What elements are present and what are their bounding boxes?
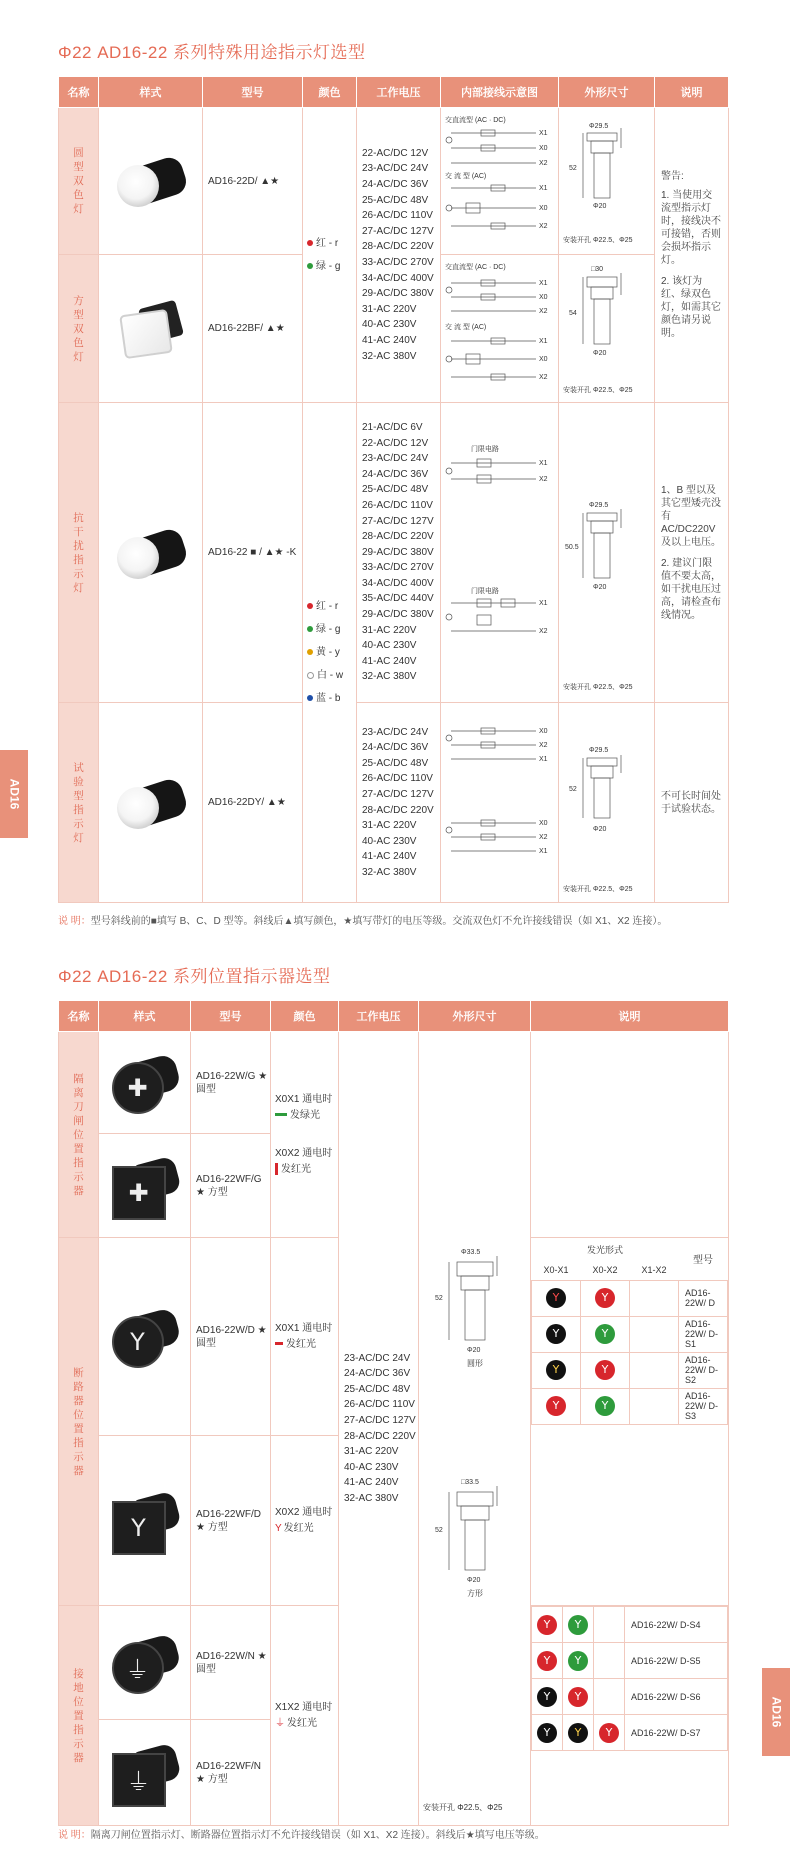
light-model-header: 型号 xyxy=(693,1255,713,1267)
svg-text:Φ33.5: Φ33.5 xyxy=(461,1249,481,1256)
svg-text:50.5: 50.5 xyxy=(565,544,579,551)
light-model-2: AD16-22W/ D-S2 xyxy=(679,1352,728,1388)
note-test: 不可长时间处于试验状态。 xyxy=(655,703,729,903)
light-form-table-2: Y Y AD16-22W/ D-S4 Y Y AD16-22W/ D-S5 Y Y AD16-22W/ D-S6 Y Y Y AD16-22W/ D-S7 xyxy=(531,1606,729,1826)
light-model-3: AD16-22W/ D-S3 xyxy=(679,1388,728,1424)
dimension-round-dual xyxy=(559,108,655,255)
color-list-dual: 红 - r 绿 - g xyxy=(303,108,357,403)
svg-text:X0: X0 xyxy=(539,294,548,301)
color-breaker-2: X0X2 通电时 Y 发红光 xyxy=(271,1436,339,1606)
dim-square-label: 方形 xyxy=(467,1589,483,1598)
voltage-list-test: 23-AC/DC 24V 24-AC/DC 36V 25-AC/DC 48V 26-AC/DC 110V 27-AC/DC 127V 28-AC/DC 220V 31-AC 220V 40-AC 230V 41-AC 240V 32-AC 380V xyxy=(357,703,441,903)
light-form-table: 发光形式 型号 X0-X1 X0-X2 X1-X2 Y Y AD16-22W/ D Y Y AD16-22W/ D-S1 Y Y AD16-22W/ D-S2 Y Y AD16-22W/ D-S3 xyxy=(531,1238,729,1606)
svg-text:X1: X1 xyxy=(539,130,548,137)
section1-title: Φ22 AD16-22 系列特殊用途指示灯选型 xyxy=(58,43,366,62)
cross-icon: ✚ xyxy=(112,1062,164,1114)
svg-text:Φ20: Φ20 xyxy=(593,826,607,833)
dimension-anti xyxy=(559,403,655,703)
ground-icon: ⏚ xyxy=(112,1753,166,1807)
dim-round-label: 圆形 xyxy=(467,1359,483,1368)
svg-text:□33.5: □33.5 xyxy=(461,1479,479,1486)
pos-header-voltage: 工作电压 xyxy=(339,1001,419,1032)
svg-text:Φ20: Φ20 xyxy=(467,1347,481,1354)
model-square-dual: AD16-22BF/ ▲★ xyxy=(203,255,303,403)
svg-text:Φ20: Φ20 xyxy=(467,1577,481,1584)
row-name-anti-interference: 抗干扰指示灯 xyxy=(59,403,99,703)
model-test: AD16-22DY/ ▲★ xyxy=(203,703,303,903)
breaker-y-icon: Y xyxy=(112,1316,164,1368)
color-list-full: 红 - r 绿 - g 黄 - y 白 - w 蓝 - b xyxy=(303,403,357,903)
svg-text:X2: X2 xyxy=(539,628,548,635)
side-tab-left: AD16 xyxy=(0,750,28,838)
col-header-dimension: 外形尺寸 xyxy=(559,77,655,108)
col-header-color: 颜色 xyxy=(303,77,357,108)
svg-text:门限电路: 门限电路 xyxy=(471,588,499,595)
note-dual-warning: 警告: 1. 当使用交流型指示灯时，接线决不可接错，否则会损坏指示灯。 2. 该灯为红、绿双色灯，如需其它颜色请另说明。 xyxy=(655,108,729,403)
svg-text:Φ20: Φ20 xyxy=(593,203,607,210)
light-form-header: 发光形式 xyxy=(586,1244,623,1255)
svg-text:X1: X1 xyxy=(539,338,548,345)
group-name-isolator: 隔离刀闸位置指示器 xyxy=(59,1032,99,1238)
color-isolator: X0X1 通电时 发绿光 X0X2 通电时 发红光 xyxy=(271,1032,339,1238)
svg-text:X2: X2 xyxy=(539,160,548,167)
wiring-diagram-test xyxy=(441,703,559,903)
svg-text:X2: X2 xyxy=(539,476,548,483)
svg-text:X0: X0 xyxy=(539,820,548,827)
svg-text:Φ29.5: Φ29.5 xyxy=(589,123,609,130)
svg-text:52: 52 xyxy=(569,165,577,172)
col-header-name: 名称 xyxy=(59,77,99,108)
light-model-1: AD16-22W/ D-S1 xyxy=(679,1316,728,1352)
svg-text:X1: X1 xyxy=(539,600,548,607)
section2-footnote: 说 明：隔离刀闸位置指示灯、断路器位置指示灯不允许接线错误（如 X1、X2 连接）。斜线后★填写电压等级。 xyxy=(58,1830,545,1841)
dimension-square-dual xyxy=(559,255,655,403)
sample-anti-interference xyxy=(99,403,203,703)
col-header-style: 样式 xyxy=(99,77,203,108)
position-indicator-table xyxy=(58,1000,729,1826)
svg-text:X2: X2 xyxy=(539,374,548,381)
model-anti-interference: AD16-22 ■ / ▲★ -K xyxy=(203,403,303,703)
model-breaker-round: AD16-22W/D ★ 圆型 xyxy=(191,1238,271,1436)
wiring-diagram-square xyxy=(441,255,559,403)
svg-text:X1: X1 xyxy=(539,756,548,763)
breaker-y-icon: Y xyxy=(112,1501,166,1555)
svg-text:Φ29.5: Φ29.5 xyxy=(589,747,609,754)
col-header-wiring: 内部接线示意图 xyxy=(441,77,559,108)
row-name-square-dual: 方型双色灯 xyxy=(59,255,99,403)
svg-text:X1: X1 xyxy=(539,185,548,192)
col-header-note: 说明 xyxy=(655,77,729,108)
sample-breaker-square xyxy=(99,1436,191,1606)
dimension-position xyxy=(419,1032,531,1826)
sample-round-dual xyxy=(99,108,203,255)
svg-text:X0: X0 xyxy=(539,205,548,212)
svg-text:X2: X2 xyxy=(539,223,548,230)
group-name-breaker: 断路器位置指示器 xyxy=(59,1238,99,1606)
svg-text:Φ20: Φ20 xyxy=(593,350,607,357)
light-model-7: AD16-22W/ D-S7 xyxy=(625,1715,728,1751)
svg-text:交直流型 (AC · DC): 交直流型 (AC · DC) xyxy=(445,264,506,271)
light-model-0: AD16-22W/ D xyxy=(679,1280,728,1316)
sample-breaker-round xyxy=(99,1238,191,1436)
note-anti: 1、B 型以及其它型矮壳没有 AC/DC220V 及以上电压。 2. 建议门限值不要太高，如干扰电压过高，请检查布线情况。 xyxy=(655,403,729,703)
model-ground-square: AD16-22WF/N ★ 方型 xyxy=(191,1720,271,1826)
dimension-test xyxy=(559,703,655,903)
light-model-4: AD16-22W/ D-S4 xyxy=(625,1607,728,1643)
model-isolator-round: AD16-22W/G ★ 圆型 xyxy=(191,1032,271,1134)
sample-isolator-round xyxy=(99,1032,191,1134)
cross-icon: ✚ xyxy=(112,1166,166,1220)
note-empty-1 xyxy=(531,1032,729,1238)
model-ground-round: AD16-22W/N ★ 圆型 xyxy=(191,1606,271,1720)
install-hole-1: 安装开孔 Φ22.5、Φ25 xyxy=(563,237,633,244)
diag-label-ac: 交 流 型 (AC) xyxy=(445,173,487,180)
light-model-6: AD16-22W/ D-S6 xyxy=(625,1679,728,1715)
pos-header-dimension: 外形尺寸 xyxy=(419,1001,531,1032)
svg-text:Φ20: Φ20 xyxy=(593,584,607,591)
svg-text:54: 54 xyxy=(569,310,577,317)
section2-title: Φ22 AD16-22 系列位置指示器选型 xyxy=(58,967,331,986)
svg-text:□30: □30 xyxy=(591,266,604,273)
side-tab-right: AD16 xyxy=(762,1668,790,1756)
col-header-model: 型号 xyxy=(203,77,303,108)
light-model-5: AD16-22W/ D-S5 xyxy=(625,1643,728,1679)
sample-ground-round xyxy=(99,1606,191,1720)
svg-text:交 流 型 (AC): 交 流 型 (AC) xyxy=(445,324,487,331)
col-header-voltage: 工作电压 xyxy=(357,77,441,108)
wiring-diagram-anti xyxy=(441,403,559,703)
color-ground: X1X2 通电时 ⏚ 发红光 xyxy=(271,1606,339,1826)
voltage-list-position: 23-AC/DC 24V 24-AC/DC 36V 25-AC/DC 48V 26-AC/DC 110V 27-AC/DC 127V 28-AC/DC 220V 31-AC 220V 40-AC 230V 41-AC 240V 32-AC 380V xyxy=(339,1032,419,1826)
row-name-test: 试验型指示灯 xyxy=(59,703,99,903)
pos-header-style: 样式 xyxy=(99,1001,191,1032)
svg-text:X0: X0 xyxy=(539,728,548,735)
svg-text:X1: X1 xyxy=(539,280,548,287)
svg-text:X0: X0 xyxy=(539,145,548,152)
color-breaker-1: X0X1 通电时 发红光 xyxy=(271,1238,339,1436)
pos-header-note: 说明 xyxy=(531,1001,729,1032)
sample-isolator-square xyxy=(99,1134,191,1238)
install-hole-4: 安装开孔 Φ22.5、Φ25 xyxy=(563,886,633,893)
svg-text:52: 52 xyxy=(569,786,577,793)
svg-text:X0: X0 xyxy=(539,356,548,363)
voltage-list-dual: 22-AC/DC 12V 23-AC/DC 24V 24-AC/DC 36V 25-AC/DC 48V 26-AC/DC 110V 27-AC/DC 127V 28-AC/DC 220V 33-AC/DC 270V 34-AC/DC 400V 29-AC/DC 380V 31-AC 220V 40-AC 230V 41-AC 240V 32-AC 380V xyxy=(357,108,441,403)
svg-text:X2: X2 xyxy=(539,308,548,315)
svg-text:Φ29.5: Φ29.5 xyxy=(589,502,609,509)
sample-test xyxy=(99,703,203,903)
install-hole-2: 安装开孔 Φ22.5、Φ25 xyxy=(563,387,633,394)
svg-text:X2: X2 xyxy=(539,834,548,841)
svg-text:52: 52 xyxy=(435,1295,443,1302)
pos-header-color: 颜色 xyxy=(271,1001,339,1032)
svg-text:门限电路: 门限电路 xyxy=(471,446,499,453)
row-name-round-dual: 圆型双色灯 xyxy=(59,108,99,255)
pos-header-name: 名称 xyxy=(59,1001,99,1032)
pos-header-model: 型号 xyxy=(191,1001,271,1032)
wiring-diagram-round xyxy=(441,108,559,255)
sample-ground-square xyxy=(99,1720,191,1826)
model-isolator-square: AD16-22WF/G ★ 方型 xyxy=(191,1134,271,1238)
diag-label-acdc: 交直流型 (AC · DC) xyxy=(445,117,506,124)
sample-square-dual xyxy=(99,255,203,403)
ground-icon: ⏚ xyxy=(112,1642,164,1694)
svg-text:X1: X1 xyxy=(539,460,548,467)
svg-text:X2: X2 xyxy=(539,742,548,749)
model-round-dual: AD16-22D/ ▲★ xyxy=(203,108,303,255)
model-breaker-square: AD16-22WF/D ★ 方型 xyxy=(191,1436,271,1606)
svg-text:52: 52 xyxy=(435,1527,443,1534)
section1-footnote: 说 明：型号斜线前的■填写 B、C、D 型等。斜线后▲填写颜色，★填写带灯的电压等级。交流双色灯不允许接线错误（如 X1、X2 连接）。 xyxy=(58,916,668,927)
install-hole-3: 安装开孔 Φ22.5、Φ25 xyxy=(563,684,633,691)
voltage-list-anti: 21-AC/DC 6V 22-AC/DC 12V 23-AC/DC 24V 24-AC/DC 36V 25-AC/DC 48V 26-AC/DC 110V 27-AC/DC 127V 28-AC/DC 220V 29-AC/DC 380V 33-AC/DC 270V 34-AC/DC 400V 35-AC/DC 440V 29-AC/DC 380V 31-AC 220V 40-AC 230V 41-AC 240V 32-AC 380V xyxy=(357,403,441,703)
install-hole-position: 安装开孔 Φ22.5、Φ25 xyxy=(423,1803,503,1812)
special-lamp-table xyxy=(58,76,729,903)
svg-text:X1: X1 xyxy=(539,848,548,855)
group-name-ground: 接地位置指示器 xyxy=(59,1606,99,1826)
